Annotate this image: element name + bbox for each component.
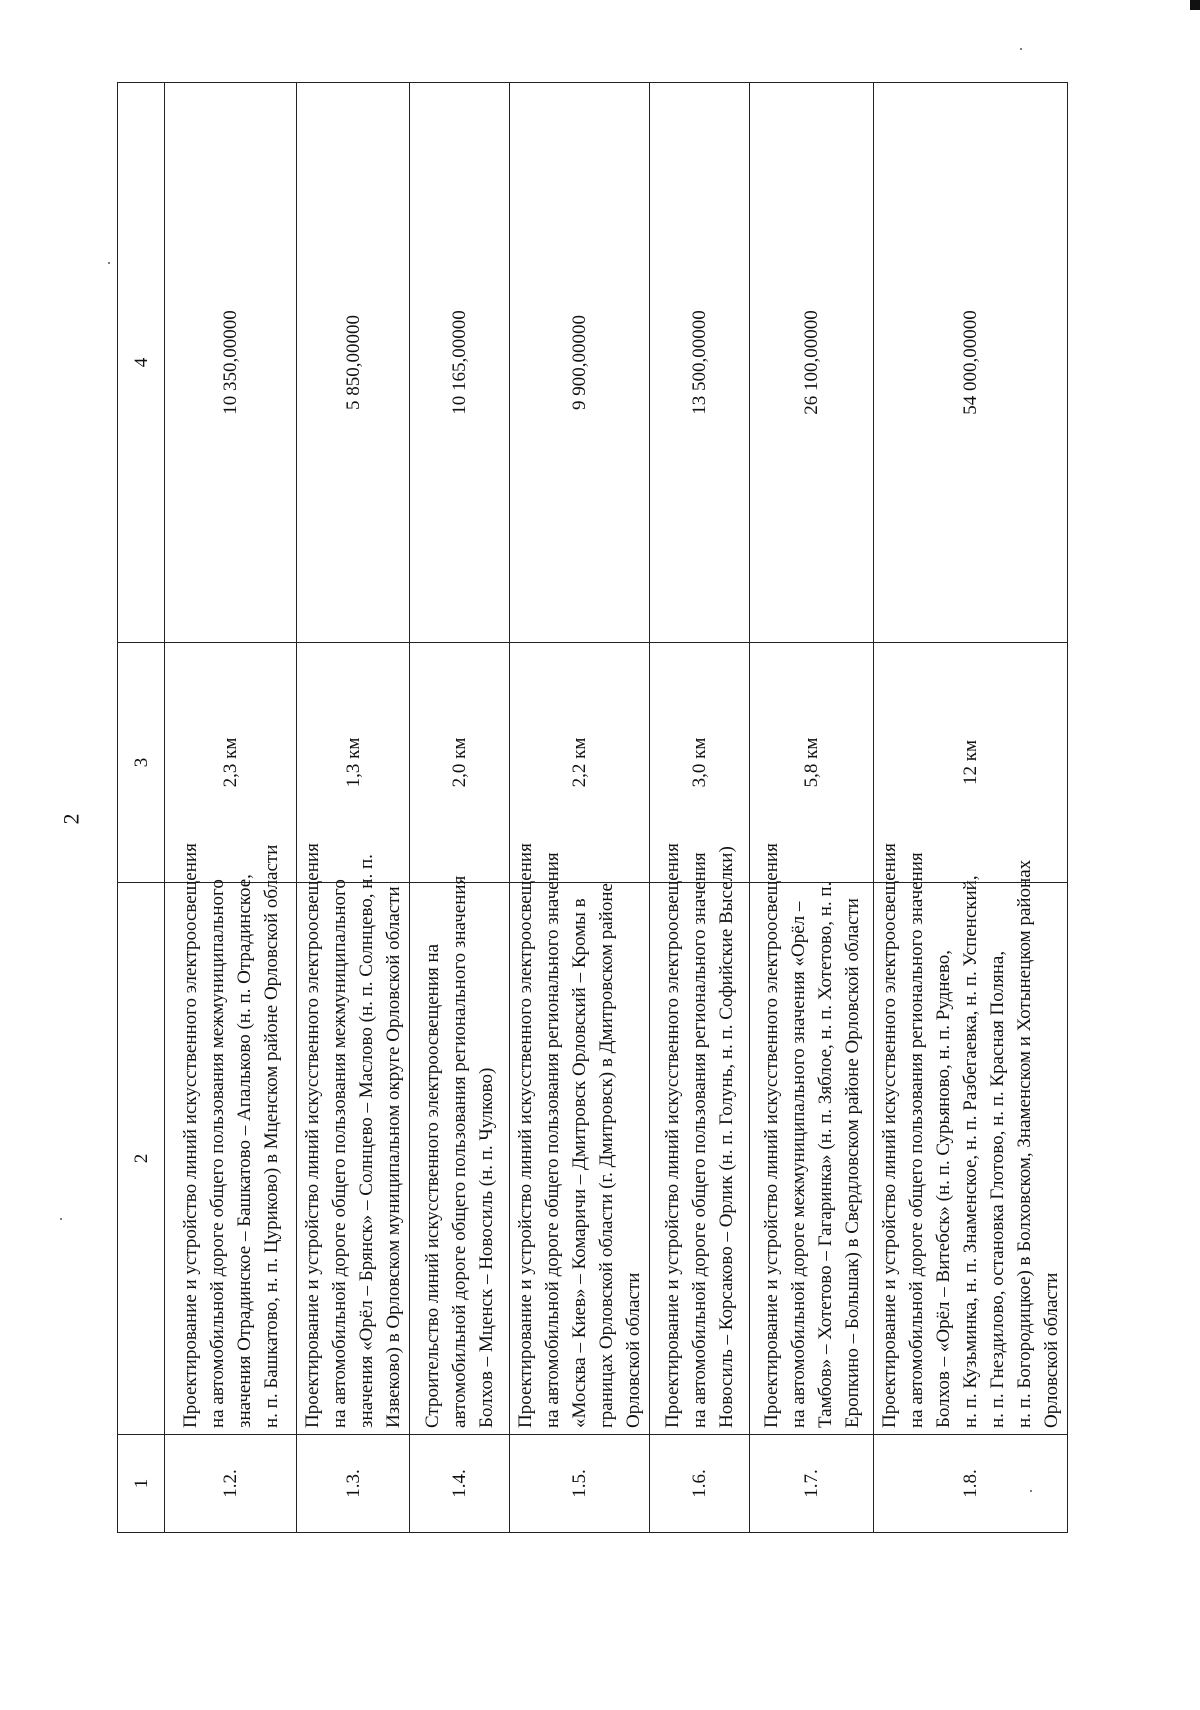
- description-line: н. п. Башкатово, н. п. Цуриково) в Мценском районе Орловской области: [260, 844, 282, 1428]
- row-cost-cell: 5 850,00000: [297, 83, 410, 643]
- header-col-3: 3: [118, 643, 165, 883]
- header-col-4: 4: [118, 83, 165, 643]
- table-row: [650, 83, 750, 1533]
- row-description-cell: [165, 843, 297, 1435]
- description-line: Проектирование и устройство линий искусственного электроосвещения: [515, 843, 536, 1428]
- row-cost-cell: 54 000,00000: [874, 83, 1068, 643]
- row-description-cell: [650, 843, 750, 1435]
- scan-speck: [1020, 48, 1022, 50]
- row-number-cell: 1.6.: [650, 1435, 750, 1533]
- description-line: Еропкино – Большак) в Свердловском районе Орловской области: [841, 898, 863, 1428]
- row-length-cell: 2,2 км: [510, 643, 650, 883]
- row-cost-cell: 10 350,00000: [165, 83, 297, 643]
- description-line: на автомобильной дороге общего пользования регионального значения: [542, 852, 563, 1428]
- scan-speck: [108, 262, 110, 264]
- description-line: на автомобильной дороге межмуниципального значения «Орёл –: [787, 901, 809, 1428]
- description-line: н. п. Богородицкое) в Болховском, Знаменском и Хотынецком районах: [1014, 859, 1035, 1428]
- row-description-cell: [410, 875, 510, 1435]
- description-line: на автомобильной дороге общего пользования регионального значения: [906, 852, 927, 1428]
- scan-speck: [60, 1218, 62, 1220]
- row-length-cell: 1,3 км: [297, 643, 410, 883]
- description-line: Проектирование и устройство линий искусственного электроосвещения: [662, 843, 683, 1428]
- row-cost-cell: 26 100,00000: [750, 83, 874, 643]
- description-line: Проектирование и устройство линий искусственного электроосвещения: [179, 843, 201, 1428]
- description-line: Орловской области: [1041, 1272, 1062, 1428]
- table-row: [510, 83, 650, 1533]
- description-line: Проектирование и устройство линий искусственного электроосвещения: [302, 843, 323, 1428]
- row-cost-cell: 10 165,00000: [410, 83, 510, 643]
- row-number-cell: 1.2.: [165, 1435, 297, 1533]
- row-description-cell: [750, 843, 874, 1435]
- page-number: 2: [58, 813, 84, 825]
- row-description-cell: [874, 843, 1068, 1435]
- description-line: Строительство линий искусственного электроосвещения на: [422, 943, 443, 1428]
- row-cost-cell: 9 900,00000: [510, 83, 650, 643]
- description-line: Извеково) в Орловском муниципальном округе Орловской области: [383, 886, 404, 1428]
- description-line: Проектирование и устройство линий искусственного электроосвещения: [879, 843, 900, 1428]
- description-line: значения «Орёл – Брянск» – Солнцево – Маслово (н. п. Солнцево, н. п.: [356, 854, 377, 1428]
- description-line: на автомобильной дороге общего пользования межмуниципального: [206, 879, 228, 1428]
- rotated-table-wrapper: [117, 83, 1063, 1533]
- row-description-cell: [297, 843, 410, 1435]
- row-description-cell: [510, 843, 650, 1435]
- table-body: [165, 83, 1068, 1533]
- row-number-cell: 1.5.: [510, 1435, 650, 1533]
- header-col-2: 2: [118, 883, 165, 1435]
- description-line: значения Отрадинское – Башкатово – Апальково (н. п. Отрадинское,: [233, 874, 255, 1428]
- row-length-cell: 3,0 км: [650, 643, 750, 883]
- header-col-1: 1: [118, 1435, 165, 1533]
- description-line: Тамбов» – Хотетово – Гагаринка» (н. п. Зяблое, н. п. Хотетово, н. п.: [814, 881, 836, 1428]
- description-line: н. п. Гнездилово, остановка Глотово, н. п. Красная Поляна,: [987, 950, 1008, 1428]
- table-row: [297, 83, 410, 1533]
- description-line: Проектирование и устройство линий искусственного электроосвещения: [760, 843, 782, 1428]
- description-line: н. п. Кузьминка, н. п. Знаменское, н. п. Разбегаевка, н. п. Успенский,: [960, 875, 981, 1428]
- description-line: Новосиль – Корсаково – Орлик (н. п. Голунь, н. п. Софийские Выселки): [716, 846, 737, 1428]
- row-number-cell: 1.4.: [410, 1435, 510, 1533]
- table-row: [874, 83, 1068, 1533]
- description-line: границах Орловской области (г. Дмитровск) в Дмитровском районе: [596, 883, 617, 1428]
- description-line: «Москва – Киев» – Комаричи – Дмитровск Орловский – Кромы в: [569, 898, 590, 1428]
- scan-corner-mark: [1190, 0, 1200, 10]
- row-length-cell: 12 км: [874, 643, 1068, 883]
- row-length-cell: 5,8 км: [750, 643, 874, 883]
- description-line: автомобильной дороге общего пользования регионального значения: [449, 875, 470, 1428]
- table-row: [165, 83, 297, 1533]
- description-line: Орловской области: [623, 1272, 644, 1428]
- description-line: на автомобильной дороге общего пользования регионального значения: [689, 852, 710, 1428]
- row-cost-cell: 13 500,00000: [650, 83, 750, 643]
- row-length-cell: 2,0 км: [410, 643, 510, 883]
- row-number-cell: 1.8.: [874, 1435, 1068, 1533]
- document-table: [117, 82, 1068, 1533]
- description-line: Болхов – Мценск – Новосиль (н. п. Чулково): [476, 1067, 497, 1428]
- table-row: [750, 83, 874, 1533]
- row-length-cell: 2,3 км: [165, 643, 297, 883]
- description-line: на автомобильной дороге общего пользования межмуниципального: [329, 879, 350, 1428]
- row-number-cell: 1.3.: [297, 1435, 410, 1533]
- table-row: [410, 83, 510, 1533]
- row-number-cell: 1.7.: [750, 1435, 874, 1533]
- description-line: Болхов – «Орёл – Витебск» (н. п. Сурьяново, н. п. Руднево,: [933, 949, 954, 1428]
- table-header-row: [118, 83, 165, 1533]
